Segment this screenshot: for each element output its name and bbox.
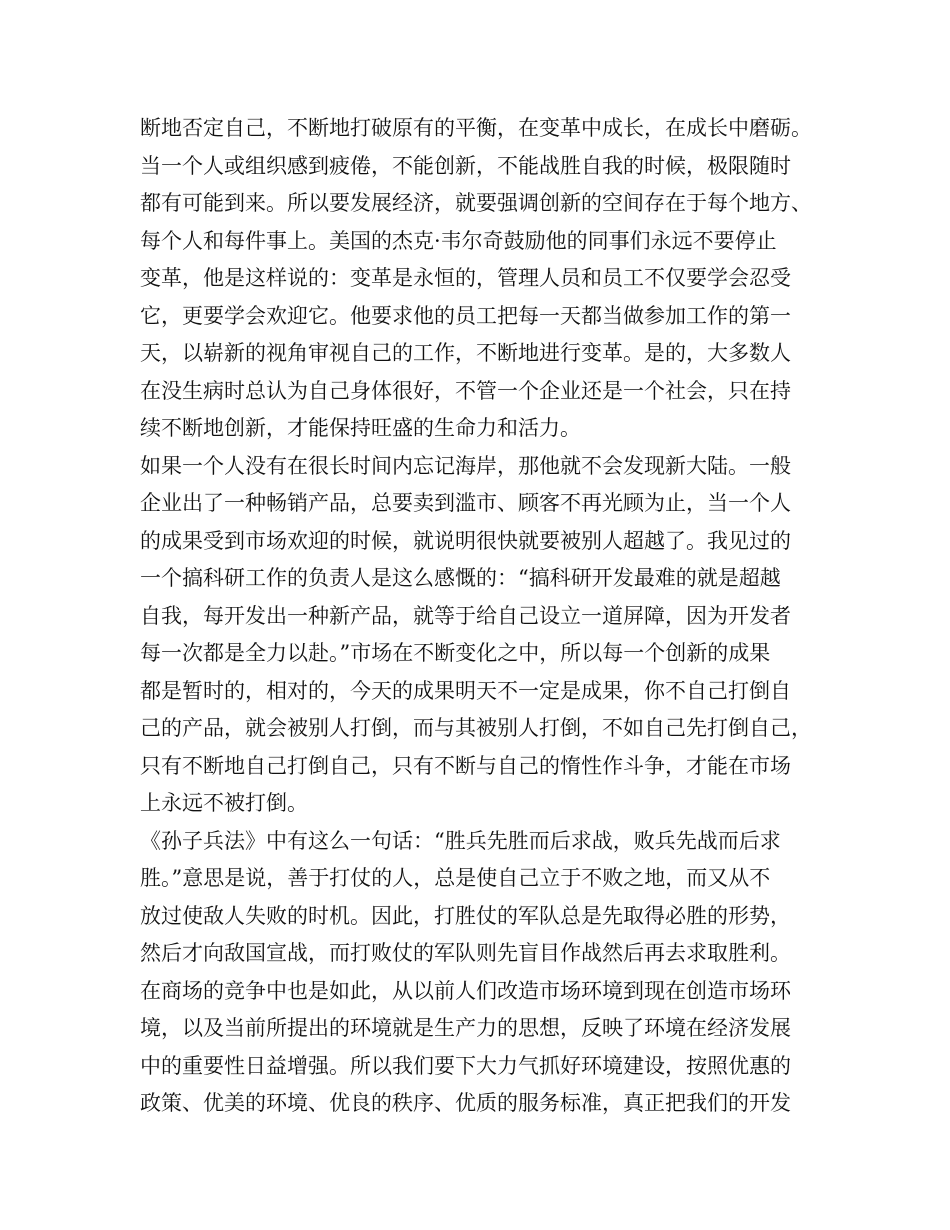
text-line: 的成果受到市场欢迎的时候，就说明很快就要被别人超越了。我见过的 (140, 528, 791, 553)
text-line: 如果一个人没有在很长时间内忘记海岸，那他就不会发现新大陆。一般 (140, 453, 791, 478)
text-line: 当一个人或组织感到疲倦，不能创新，不能战胜自我的时候，极限随时 (140, 153, 791, 178)
text-line: 胜。”意思是说，善于打仗的人，总是使自己立于不败之地，而又从不 (140, 866, 771, 890)
text-line: 中的重要性日益增强。所以我们要下大力气抓好环境建设，按照优惠的 (140, 1053, 791, 1078)
text-line: 它，更要学会欢迎它。他要求他的员工把每一天都当做参加工作的第一 (140, 303, 791, 328)
text-line: 然后才向敌国宣战，而打败仗的军队则先盲目作战然后再去求取胜利。 (140, 941, 791, 965)
text-line: 续不断地创新，才能保持旺盛的生命力和活力。 (140, 416, 581, 440)
text-line: 政策、优美的环境、优良的秩序、优质的服务标准，真正把我们的开发 (140, 1091, 791, 1115)
text-line: 放过使敌人失败的时机。因此，打胜仗的军队总是先取得必胜的形势， (140, 903, 791, 928)
text-line: 上永远不被打倒。 (140, 791, 308, 815)
text-line: 每一次都是全力以赴。”市场在不断变化之中，所以每一个创新的成果 (140, 641, 771, 665)
text-line: 只有不断地自己打倒自己，只有不断与自己的惰性作斗争，才能在市场 (140, 753, 791, 778)
text-line: 在商场的竞争中也是如此，从以前人们改造市场环境到现在创造市场环 (140, 978, 791, 1003)
body-text (140, 110, 830, 1123)
text-line: 己的产品，就会被别人打倒，而与其被别人打倒，不如自己先打倒自己， (140, 716, 812, 740)
text-line: 变革，他是这样说的：变革是永恒的，管理人员和员工不仅要学会忍受 (140, 266, 791, 290)
text-line: 都是暂时的，相对的，今天的成果明天不一定是成果，你不自己打倒自 (140, 678, 791, 703)
text-line: 自我，每开发出一种新产品，就等于给自己设立一道屏障，因为开发者 (140, 603, 791, 628)
text-line: 《孙子兵法》中有这么一句话：“胜兵先胜而后求战，败兵先战而后求 (140, 828, 781, 853)
text-line: 境，以及当前所提出的环境就是生产力的思想，反映了环境在经济发展 (140, 1016, 791, 1040)
text-line: 天，以崭新的视角审视自己的工作，不断地进行变革。是的，大多数人 (140, 341, 791, 365)
text-line: 在没生病时总认为自己身体很好，不管一个企业还是一个社会，只在持 (140, 378, 791, 403)
text-line: 断地否定自己，不断地打破原有的平衡，在变革中成长，在成长中磨砺。 (140, 116, 812, 140)
text-line: 每个人和每件事上。美国的杰克·韦尔奇鼓励他的同事们永远不要停止 (140, 228, 777, 253)
text-line: 一个搞科研工作的负责人是这么感慨的：“搞科研开发最难的就是超越 (140, 566, 781, 590)
text-line: 都有可能到来。所以要发展经济，就要强调创新的空间存在于每个地方、 (140, 191, 812, 215)
text-line: 企业出了一种畅销产品，总要卖到滥市、顾客不再光顾为止，当一个人 (140, 491, 791, 515)
